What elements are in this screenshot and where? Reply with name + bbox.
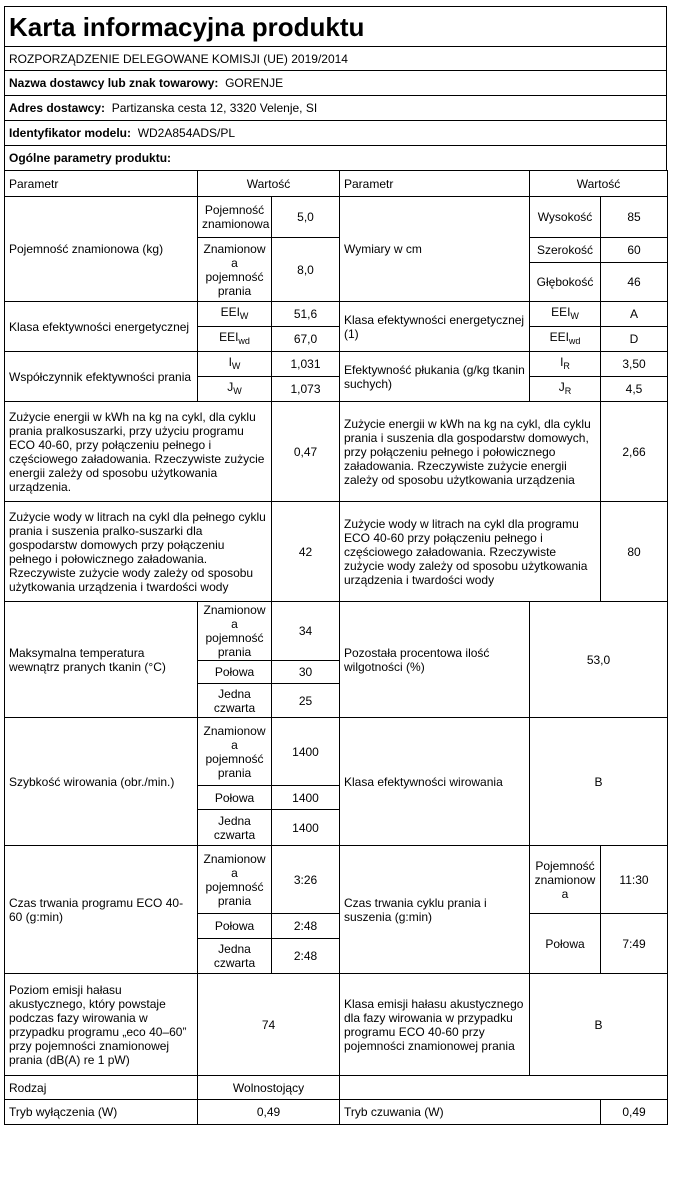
spin-full-label: Znamionow a pojemność prania <box>198 718 272 786</box>
jr-label: $J_R$ <box>530 377 601 402</box>
address-label: Adres dostawcy: <box>9 101 106 115</box>
max-temp-quarter-label: Jedna czwarta <box>198 684 272 718</box>
duration-full-value: 3:26 <box>272 846 340 914</box>
header-param-left: Parametr <box>5 171 198 197</box>
type-empty-cell <box>340 1076 668 1100</box>
address-value: Partizanska cesta 12, 3320 Velenje, SI <box>111 101 318 115</box>
table-header-row <box>5 171 668 197</box>
cycle-half-label: Połowa <box>530 914 601 974</box>
table-row <box>5 1076 668 1100</box>
address-row <box>4 95 667 120</box>
model-label: Identyfikator modelu: <box>9 126 132 140</box>
noise-class-value: B <box>530 974 668 1076</box>
cycle-full-value: 11:30 <box>601 846 668 914</box>
jw-label: $J_W$ <box>198 377 272 402</box>
table-row <box>5 718 668 786</box>
noise-value: 74 <box>198 974 340 1076</box>
max-temp-quarter-value: 25 <box>272 684 340 718</box>
table-row <box>5 302 668 327</box>
table-row <box>5 197 668 238</box>
water-w-label: Zużycie wody w litrach na cykl dla programu ECO 40-60 przy połączeniu pełnego i częściowego załadowania. Rzeczywiste zużycie wody zależy od sposobu użytkowania urządzenia i twardości wody <box>340 502 601 602</box>
jr-value: 4,5 <box>601 377 668 402</box>
capacity-wash-label: Pojemność znamionowa <box>198 197 272 238</box>
capacity-dry-value: 8,0 <box>272 238 340 302</box>
general-params-label: Ogólne parametry produktu: <box>9 151 172 165</box>
duration-half-label: Połowa <box>198 914 272 939</box>
eei-wd-value: 67,0 <box>272 327 340 352</box>
duration-half-value: 2:48 <box>272 914 340 939</box>
ir-value: 3,50 <box>601 352 668 377</box>
eei-label: Klasa efektywności energetycznej <box>5 302 198 352</box>
jw-value: 1,073 <box>272 377 340 402</box>
energy-w-value: 2,66 <box>601 402 668 502</box>
eei-wd-label: $EEI_{wd}$ <box>198 327 272 352</box>
page-title: Karta informacyjna produktu <box>4 6 667 46</box>
type-value: Wolnostojący <box>198 1076 340 1100</box>
cycle-full-label: Pojemność znamionow a <box>530 846 601 914</box>
supplier-label: Nazwa dostawcy lub znak towarowy: <box>9 76 219 90</box>
max-temp-half-label: Połowa <box>198 661 272 684</box>
eei-class-w-value: A <box>601 302 668 327</box>
model-row <box>4 120 667 145</box>
spin-half-value: 1400 <box>272 786 340 810</box>
duration-quarter-value: 2:48 <box>272 939 340 974</box>
spin-quarter-label: Jedna czwarta <box>198 810 272 846</box>
model-value: WD2A854ADS/PL <box>137 126 236 140</box>
moisture-label: Pozostała procentowa ilość wilgotności (%) <box>340 602 530 718</box>
table-row <box>5 974 668 1076</box>
capacity-wash-value: 5,0 <box>272 197 340 238</box>
width-value: 60 <box>601 238 668 263</box>
regulation-reference: ROZPORZĄDZENIE DELEGOWANE KOMISJI (UE) 2019/2014 <box>4 46 667 70</box>
duration-full-label: Znamionow a pojemność prania <box>198 846 272 914</box>
header-param-right: Parametr <box>340 171 530 197</box>
duration-label: Czas trwania programu ECO 40-60 (g:min) <box>5 846 198 974</box>
cycle-duration-label: Czas trwania cyklu prania i suszenia (g:min) <box>340 846 530 974</box>
spin-full-value: 1400 <box>272 718 340 786</box>
table-row <box>5 846 668 914</box>
spin-speed-label: Szybkość wirowania (obr./min.) <box>5 718 198 846</box>
spin-class-label: Klasa efektywności wirowania <box>340 718 530 846</box>
cycle-half-value: 7:49 <box>601 914 668 974</box>
table-row <box>5 402 668 502</box>
max-temp-label: Maksymalna temperatura wewnątrz pranych tkanin (°C) <box>5 602 198 718</box>
ir-label: $I_R$ <box>530 352 601 377</box>
height-label: Wysokość <box>530 197 601 238</box>
table-row <box>5 502 668 602</box>
capacity-label: Pojemność znamionowa (kg) <box>5 197 198 302</box>
eei-class-wd-label: $EEI_{wd}$ <box>530 327 601 352</box>
eei-class-w-label: $EEI_W$ <box>530 302 601 327</box>
iw-label: $I_W$ <box>198 352 272 377</box>
energy-w-label: Zużycie energii w kWh na kg na cykl, dla cyklu prania i suszenia dla gospodarstw domowych, przy połączeniu pełnego i połowicznego załadowania. Rzeczywiste zużycie energii zależy od sposobu użytkowania urządzenia <box>340 402 601 502</box>
supplier-value: GORENJE <box>225 76 284 90</box>
energy-wd-label: Zużycie energii w kWh na kg na cykl, dla cyklu prania pralkosuszarki, przy użyciu programu ECO 40-60, przy połączeniu pełnego i częściowego załadowania. Rzeczywiste zużycie energii zależy od sposobu użytkowania urządzenia. <box>5 402 272 502</box>
water-wd-value: 42 <box>272 502 340 602</box>
width-label: Szerokość <box>530 238 601 263</box>
table-row <box>5 352 668 377</box>
iw-value: 1,031 <box>272 352 340 377</box>
supplier-row <box>4 70 667 95</box>
eei-w-label: $EEI_W$ <box>198 302 272 327</box>
moisture-value: 53,0 <box>530 602 668 718</box>
duration-quarter-label: Jedna czwarta <box>198 939 272 974</box>
dimensions-label: Wymiary w cm <box>340 197 530 302</box>
off-mode-label: Tryb wyłączenia (W) <box>5 1100 198 1125</box>
table-row <box>5 602 668 661</box>
max-temp-half-value: 30 <box>272 661 340 684</box>
general-params-row <box>4 145 667 170</box>
eei-w-value: 51,6 <box>272 302 340 327</box>
table-row <box>5 1100 668 1125</box>
energy-wd-value: 0,47 <box>272 402 340 502</box>
spin-half-label: Połowa <box>198 786 272 810</box>
depth-value: 46 <box>601 263 668 302</box>
noise-label: Poziom emisji hałasu akustycznego, który powstaje podczas fazy wirowania w przypadku programu „eco 40–60” przy pojemności znamionowej prania (dB(A) re 1 pW) <box>5 974 198 1076</box>
parameters-table <box>4 170 668 1125</box>
eei-class-label: Klasa efektywności energetycznej (1) <box>340 302 530 352</box>
water-wd-label: Zużycie wody w litrach na cykl dla pełnego cyklu prania i suszenia pralko-suszarki dla gospodarstw domowych przy połączeniu pełnego i połowicznego załadowania. Rzeczywiste zużycie wody zależy od sposobu użytkowania urządzenia i twardości wody <box>5 502 272 602</box>
spin-quarter-value: 1400 <box>272 810 340 846</box>
off-mode-value: 0,49 <box>198 1100 340 1125</box>
header-value-right: Wartość <box>530 171 668 197</box>
water-w-value: 80 <box>601 502 668 602</box>
max-temp-full-label: Znamionow a pojemność prania <box>198 602 272 661</box>
product-information-sheet <box>4 6 667 1125</box>
standby-label: Tryb czuwania (W) <box>340 1100 601 1125</box>
depth-label: Głębokość <box>530 263 601 302</box>
capacity-dry-label: Znamionow a pojemność prania <box>198 238 272 302</box>
max-temp-full-value: 34 <box>272 602 340 661</box>
wash-efficiency-label: Współczynnik efektywności prania <box>5 352 198 402</box>
rinse-efficiency-label: Efektywność płukania (g/kg tkanin suchych) <box>340 352 530 402</box>
eei-class-wd-value: D <box>601 327 668 352</box>
header-value-left: Wartość <box>198 171 340 197</box>
type-label: Rodzaj <box>5 1076 198 1100</box>
spin-class-value: B <box>530 718 668 846</box>
noise-class-label: Klasa emisji hałasu akustycznego dla fazy wirowania w przypadku programu ECO 40-60 przy pojemności znamionowej prania <box>340 974 530 1076</box>
height-value: 85 <box>601 197 668 238</box>
standby-value: 0,49 <box>601 1100 668 1125</box>
